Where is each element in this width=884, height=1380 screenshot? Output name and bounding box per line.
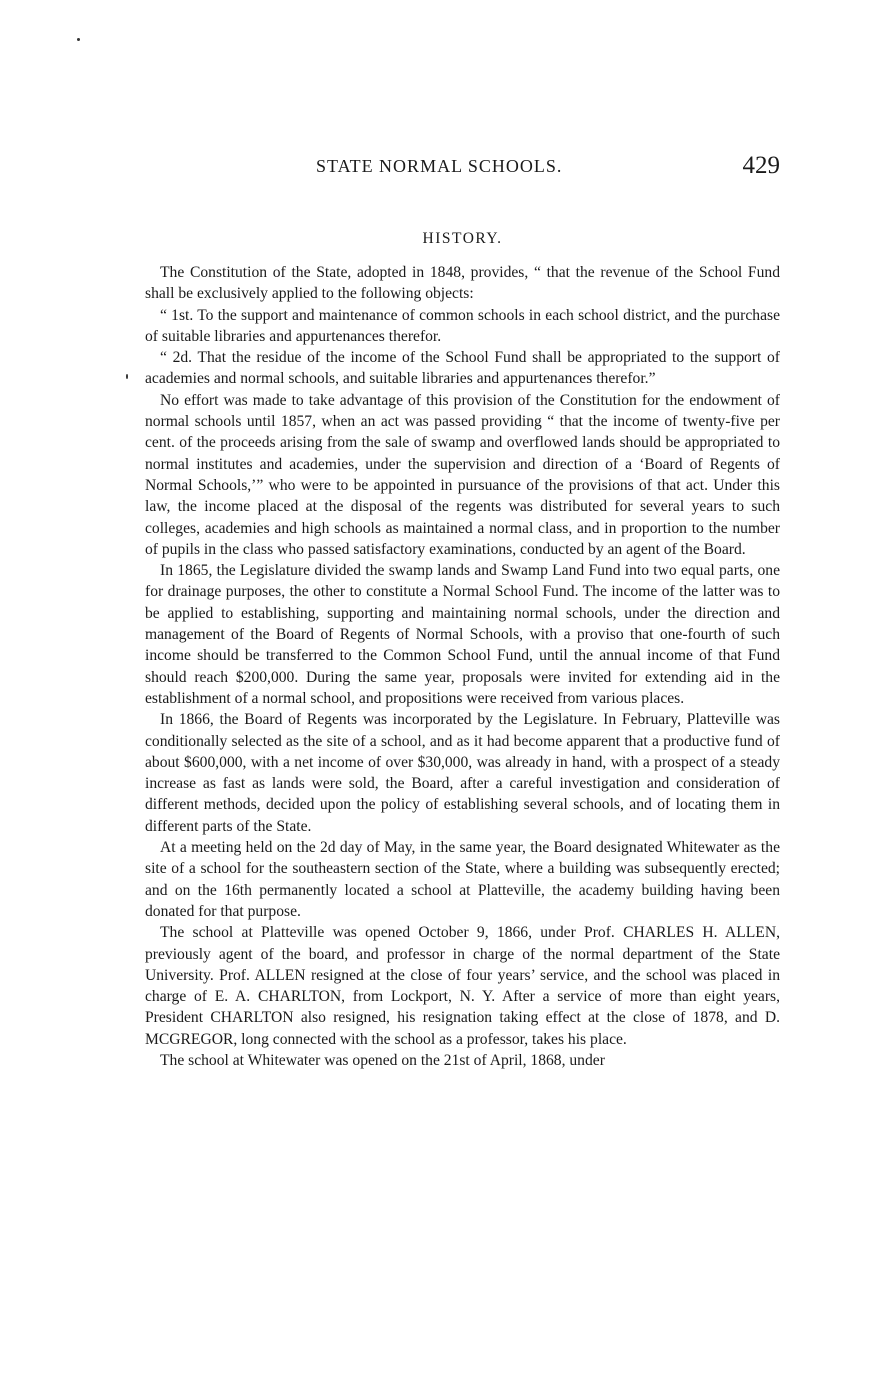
running-head: STATE NORMAL SCHOOLS. [316, 156, 563, 176]
scan-speck [126, 374, 128, 379]
scan-speck [77, 38, 80, 41]
paragraph: “ 2d. That the residue of the income of the School Fund shall be appropriated to the support of academies and normal schools, and suitable libraries and appurtenances therefor.” [145, 349, 780, 388]
paragraph: In 1866, the Board of Regents was incorporated by the Legislature. In February, Platteville was conditionally selected as the site of a school, and as it had become apparent that a productive fund of about $600,000, with a net income of over $30,000, was already in hand, with a prospect of a steady increase as fast as lands were sold, the Board, after a careful investigation and consideration of different methods, decided upon the policy of establishing several schools, and of locating them in different parts of the State. [145, 711, 780, 835]
body-text [145, 262, 780, 1071]
paragraph: At a meeting held on the 2d day of May, in the same year, the Board designated Whitewater as the site of a school for the southeastern section of the State, where a building was subsequently erected; and on the 16th permanently located a school at Platteville, the academy building having been donated for that purpose. [145, 839, 780, 920]
paragraph: The Constitution of the State, adopted in 1848, provides, “ that the revenue of the School Fund shall be exclusively applied to the following objects: [145, 264, 780, 303]
paragraph: “ 1st. To the support and maintenance of common schools in each school district, and the purchase of suitable libraries and appurtenances therefor. [145, 306, 780, 345]
paragraph: The school at Whitewater was opened on the 21st of April, 1868, under [160, 1051, 605, 1069]
page-number: 429 [742, 152, 780, 179]
paragraph: In 1865, the Legislature divided the swamp lands and Swamp Land Fund into two equal parts, one for drainage purposes, the other to constitute a Normal School Fund. The income of the latter was to be applied to establishing, supporting and maintaining normal schools, under the direction and management of the Board of Regents of Normal Schools, with a proviso that one-fourth of such income should be transferred to the Common School Fund, until the annual income of that Fund should reach $200,000. During the same year, proposals were invited for extending aid in the establishment of a normal school, and propositions were received from various places. [145, 562, 780, 707]
paragraph: No effort was made to take advantage of this provision of the Constitution for the endowment of normal schools until 1857, when an act was passed providing “ that the income of twenty-five per cent. of the proceeds arising from the sale of swamp and overflowed lands should be appropriated to normal institutes and academies, under the supervision and direction of a ‘Board of Regents of Normal Schools,’” who were to be appointed in pursuance of the provisions of that act. Under this law, the income placed at the disposal of the regents was distributed for several years to such colleges, academies and high schools as maintained a normal class, and in proportion to the number of pupils in the class who passed satisfactory examinations, conducted by an agent of the Board. [145, 391, 780, 558]
section-title: HISTORY. [422, 230, 503, 247]
paragraph: The school at Platteville was opened October 9, 1866, under Prof. CHARLES H. ALLEN, previously agent of the board, and professor in charge of the normal department of the State University. Prof. ALLEN resigned at the close of four years’ service, and the school was placed in charge of E. A. CHARLTON, from Lockport, N. Y. After a service of more than eight years, President CHARLTON also resigned, his resignation taking effect at the close of 1878, and D. MCGREGOR, long connected with the school as a professor, takes his place. [145, 924, 780, 1048]
page-header [145, 152, 780, 192]
